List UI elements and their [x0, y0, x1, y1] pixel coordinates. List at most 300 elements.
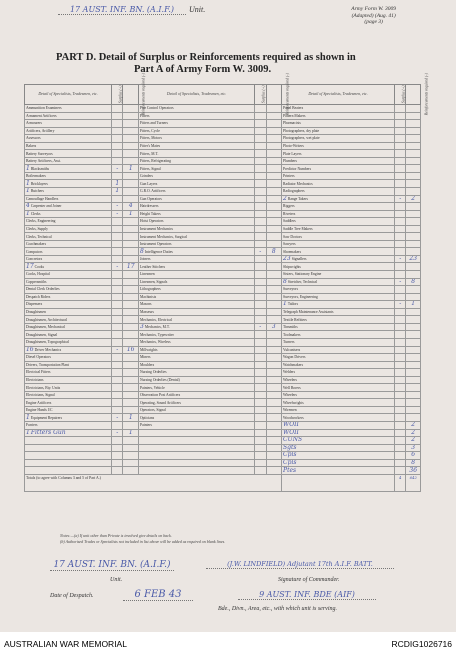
form-title-line2: Part A of Army Form W. 3009. — [134, 64, 272, 75]
specialist-label: Plate Layers — [283, 151, 302, 156]
specialist-label: WOII — [283, 421, 299, 429]
specialist-name — [139, 293, 255, 301]
table-row — [25, 384, 421, 392]
col-header-reinf: Reinforcements required (-) — [406, 85, 421, 105]
specialist-label: Riggers — [283, 204, 295, 209]
specialist-name — [282, 467, 395, 475]
specialist-name — [139, 255, 255, 263]
specialist-name — [282, 210, 395, 218]
reinforcement-cell — [123, 301, 139, 309]
specialist-label: Machinists — [140, 294, 157, 299]
surplus-cell — [112, 354, 123, 362]
col-header-surplus: Surplus (+) — [112, 85, 123, 105]
surplus-cell: - — [112, 263, 123, 271]
specialist-name — [25, 127, 112, 135]
reinforcement-cell — [406, 112, 421, 120]
surplus-cell — [255, 203, 266, 211]
table-row — [25, 308, 421, 316]
surplus-cell — [395, 384, 406, 392]
surplus-cell — [255, 218, 266, 226]
specialist-name — [139, 376, 255, 384]
specialist-name — [25, 301, 112, 309]
specialist-label: Instrument Mechanics — [140, 227, 173, 232]
table-row — [25, 323, 421, 331]
specialist-name — [25, 308, 112, 316]
signature-block — [206, 560, 394, 569]
specialist-name — [25, 142, 112, 150]
reinforcement-cell — [123, 323, 139, 331]
specialist-label: Fitters — [140, 113, 150, 118]
specialist-name — [282, 346, 395, 354]
specialist-name — [282, 331, 395, 339]
specialist-name — [25, 271, 112, 279]
specialist-name — [139, 399, 255, 407]
surplus-cell — [112, 399, 123, 407]
brigade-label: Bde., Divn., Area, etc., with which unit is serving. — [218, 606, 337, 612]
reinforcement-cell — [266, 180, 282, 188]
reinforcement-cell — [123, 271, 139, 279]
specialist-label: Mechanics, Electrical — [140, 317, 172, 322]
specialist-label: Coachmakers — [26, 242, 47, 247]
surplus-cell — [112, 437, 123, 445]
reinforcement-cell: 3 — [266, 323, 282, 331]
surplus-cell — [395, 346, 406, 354]
reinforcement-cell — [123, 384, 139, 392]
reinforcement-cell — [123, 248, 139, 256]
specialist-label: Armourers — [26, 121, 42, 126]
specialist-name — [139, 338, 255, 346]
specialist-label: Bakers — [26, 144, 37, 148]
specialist-name — [25, 391, 112, 399]
surplus-cell — [112, 369, 123, 377]
specialist-label: Artificers, Artillery — [26, 128, 55, 133]
specialist-name — [25, 354, 112, 362]
specialist-name — [282, 172, 395, 180]
surplus-cell — [112, 225, 123, 233]
specialist-name — [139, 384, 255, 392]
specialist-label: Radiographers — [283, 189, 305, 194]
reinforcement-cell: 16 — [123, 346, 139, 354]
surplus-cell — [255, 331, 266, 339]
specialist-label: Fitter's Mates — [140, 144, 161, 148]
reinforcement-cell — [123, 180, 139, 188]
surplus-cell — [255, 233, 266, 241]
specialist-name — [282, 218, 395, 226]
specialist-label: Pharmacists — [283, 121, 301, 126]
surplus-cell — [255, 225, 266, 233]
surplus-cell — [112, 323, 123, 331]
surplus-cell — [255, 271, 266, 279]
specialist-label: Electrical Fitters — [26, 370, 51, 375]
surplus-cell — [112, 255, 123, 263]
table-row — [25, 361, 421, 369]
specialist-name — [282, 414, 395, 422]
reinforcement-cell — [123, 150, 139, 158]
table-row — [25, 467, 421, 475]
specialist-label: Fitters, M.T. — [140, 151, 159, 156]
specialist-name — [25, 414, 112, 422]
specialist-name — [282, 135, 395, 143]
reinforcement-cell — [123, 406, 139, 414]
reinforcement-cell — [123, 172, 139, 180]
specialist-label: Drivers, Transportation Plant — [26, 362, 69, 367]
archive-id: RCDIG1026716 — [391, 639, 452, 649]
reinforcement-cell — [406, 165, 421, 173]
reinforcement-cell — [123, 444, 139, 452]
specialist-name — [282, 286, 395, 294]
reinforcement-cell: 2 — [406, 437, 421, 445]
surplus-cell: - — [112, 346, 123, 354]
surplus-cell — [395, 338, 406, 346]
specialist-label: Cooks, Hospital — [26, 272, 50, 277]
table-row — [25, 180, 421, 188]
specialist-label: Leather Stitchers — [140, 264, 166, 269]
col-header-surplus: Surplus (+) — [395, 85, 406, 105]
specialist-name — [139, 369, 255, 377]
specialist-label: Joiners — [140, 257, 151, 262]
specialist-name — [282, 338, 395, 346]
reinforcement-cell — [123, 369, 139, 377]
specialist-label: Ptes — [283, 466, 297, 474]
specialist-label: WOII — [283, 429, 299, 436]
surplus-cell — [395, 263, 406, 271]
reinforcement-cell: 2 — [406, 429, 421, 437]
reinforcement-cell — [266, 293, 282, 301]
table-row — [25, 444, 421, 452]
specialist-label: Surveyors — [283, 287, 299, 292]
specialist-label: Well Borers — [283, 385, 301, 390]
specialist-label: Nursing Orderlies — [140, 370, 167, 375]
surplus-cell: - — [112, 414, 123, 422]
specialist-name — [282, 271, 395, 279]
surplus-cell: - — [395, 195, 406, 203]
specialist-name — [25, 248, 112, 256]
reinforcement-cell — [266, 157, 282, 165]
reinforcement-cell — [406, 120, 421, 128]
surplus-cell — [395, 105, 406, 113]
specialist-name — [282, 165, 395, 173]
surplus-cell — [255, 172, 266, 180]
surplus-cell — [255, 105, 266, 113]
specialist-name — [139, 286, 255, 294]
specialist-name — [139, 112, 255, 120]
specialist-label: Mechanics, Typewriter — [140, 332, 174, 337]
specialist-name — [139, 271, 255, 279]
specialist-name — [139, 188, 255, 196]
specialist-label: Draughtsmen, Signal — [26, 332, 58, 337]
specialist-name — [25, 105, 112, 113]
specialist-label: Riveters — [283, 211, 296, 216]
table-row — [25, 452, 421, 460]
reinforcement-cell — [123, 233, 139, 241]
reinforcement-cell — [123, 195, 139, 203]
specialist-name — [139, 248, 255, 256]
specialist-name — [282, 301, 395, 309]
surplus-cell — [395, 271, 406, 279]
surplus-cell — [112, 157, 123, 165]
table-row — [25, 271, 421, 279]
reinforcement-cell — [266, 369, 282, 377]
specialist-name — [139, 308, 255, 316]
specialist-name — [139, 240, 255, 248]
surplus-cell — [395, 112, 406, 120]
specialist-name — [139, 437, 255, 445]
specialist-name — [139, 346, 255, 354]
specialist-label: Shipwrights — [283, 264, 301, 269]
surplus-cell — [112, 391, 123, 399]
specialist-label: Fitters, Cycle — [140, 128, 160, 133]
specialist-label: Wagon Drivers — [283, 355, 306, 360]
specialist-label: Surveyors, Engineering — [283, 294, 318, 299]
specialist-name — [25, 263, 112, 271]
reinforcement-cell — [406, 233, 421, 241]
specialist-label: Instrument Operators — [140, 242, 172, 247]
specialist-name — [25, 429, 112, 437]
surplus-cell — [395, 323, 406, 331]
totals-surplus: 4 — [395, 474, 406, 491]
specialist-name — [139, 263, 255, 271]
reinforcement-cell — [266, 195, 282, 203]
reinforcement-cell — [123, 421, 139, 429]
note-line-1: Notes:—(a) If unit other than Private is involved give details on back. — [60, 533, 172, 538]
specialist-label: Blacksmiths — [30, 166, 50, 171]
annotation-mark: 4 — [26, 202, 30, 210]
specialist-name — [25, 240, 112, 248]
specialist-name — [25, 157, 112, 165]
reinforcement-cell — [266, 240, 282, 248]
specialist-name — [25, 452, 112, 460]
specialist-label: Photo-Writers — [283, 144, 304, 148]
reinforcement-cell — [123, 376, 139, 384]
reinforcement-cell — [123, 467, 139, 475]
specialist-name — [139, 323, 255, 331]
reinforcement-cell — [266, 165, 282, 173]
reinforcement-cell — [123, 142, 139, 150]
specialist-label: Saw Doctors — [283, 234, 302, 239]
table-row — [25, 225, 421, 233]
specialist-label: Cpls — [283, 451, 297, 459]
specialist-label: Draughtsmen, Mechanical — [26, 325, 65, 330]
col-header-specialist: Detail of Specialists, Tradesmen, etc. — [282, 85, 395, 105]
specialist-name — [282, 444, 395, 452]
surplus-cell — [395, 203, 406, 211]
specialist-label: Wiremen — [283, 408, 297, 413]
table-row — [25, 406, 421, 414]
specialist-name — [25, 218, 112, 226]
reinforcement-cell: 1 — [406, 301, 421, 309]
table-row — [25, 172, 421, 180]
surplus-cell — [255, 452, 266, 460]
reinforcement-cell: 1 — [123, 165, 139, 173]
table-row — [25, 399, 421, 407]
reinforcement-cell — [406, 376, 421, 384]
reinforcement-cell — [266, 255, 282, 263]
reinforcement-cell: 8 — [406, 278, 421, 286]
surplus-cell: - — [395, 301, 406, 309]
surplus-cell — [395, 421, 406, 429]
table-row — [25, 278, 421, 286]
specialist-name — [25, 316, 112, 324]
specialist-label: Mechanics, Wireless — [140, 340, 171, 345]
table-row — [25, 437, 421, 445]
specialist-name — [282, 452, 395, 460]
specialist-label: Bricklayers — [30, 181, 48, 186]
specialist-name — [139, 452, 255, 460]
surplus-cell — [395, 406, 406, 414]
surplus-cell — [255, 414, 266, 422]
specialist-label: Millwrights — [140, 347, 158, 352]
specialist-label: Clerks — [30, 211, 41, 216]
surplus-cell — [255, 338, 266, 346]
reinforcement-cell — [406, 369, 421, 377]
specialist-name — [282, 308, 395, 316]
specialist-label: Draughtsmen, Topographical — [26, 340, 69, 345]
specialist-name — [282, 225, 395, 233]
reinforcement-cell — [406, 203, 421, 211]
specialist-label: Boilermakers — [26, 174, 46, 179]
surplus-cell: - — [395, 255, 406, 263]
specialist-name — [139, 225, 255, 233]
reinforcement-cell — [406, 142, 421, 150]
reinforcement-cell — [266, 127, 282, 135]
specialist-name — [139, 218, 255, 226]
specialist-label: Electricians, Bty. Units — [26, 385, 61, 390]
table-row — [25, 105, 421, 113]
reinforcement-cell — [406, 414, 421, 422]
surplus-cell — [255, 369, 266, 377]
table-row — [25, 293, 421, 301]
table-row — [25, 338, 421, 346]
reinforcement-cell — [266, 210, 282, 218]
surplus-cell — [112, 308, 123, 316]
reinforcement-cell — [266, 421, 282, 429]
specialist-label: Equipment Repairers — [30, 415, 63, 420]
table-row — [25, 286, 421, 294]
reinforcement-cell — [123, 218, 139, 226]
surplus-cell — [112, 120, 123, 128]
specialist-label: Cpls — [283, 459, 297, 466]
reinforcement-cell — [123, 338, 139, 346]
table-row — [25, 316, 421, 324]
reinforcement-cell — [266, 105, 282, 113]
table-row — [25, 459, 421, 467]
specialist-name — [139, 467, 255, 475]
reinforcement-cell — [123, 188, 139, 196]
surplus-cell — [255, 444, 266, 452]
reinforcement-cell — [406, 316, 421, 324]
specialist-label: Clerks, Engineering — [26, 219, 56, 224]
specialist-name — [139, 210, 255, 218]
specialist-name — [25, 165, 112, 173]
surplus-cell — [112, 452, 123, 460]
surplus-cell: - — [112, 210, 123, 218]
specialist-name — [139, 120, 255, 128]
reinforcement-cell: 1 — [123, 210, 139, 218]
reinforcement-cell: 17 — [123, 263, 139, 271]
reinforcement-cell — [266, 331, 282, 339]
reinforcement-cell — [406, 361, 421, 369]
specialist-label: Watchmakers — [283, 362, 304, 367]
specialist-name — [25, 225, 112, 233]
reinforcement-cell — [266, 444, 282, 452]
specialist-label: Diesel Operators — [26, 355, 51, 360]
surplus-cell — [112, 278, 123, 286]
surplus-cell — [112, 331, 123, 339]
table-row — [25, 376, 421, 384]
surplus-cell — [255, 384, 266, 392]
surplus-cell — [112, 444, 123, 452]
surplus-cell — [395, 369, 406, 377]
surplus-cell — [255, 195, 266, 203]
specialist-label: Painters — [140, 423, 152, 428]
reinforcement-cell — [266, 278, 282, 286]
form-reference — [351, 6, 396, 26]
specialist-name — [25, 286, 112, 294]
reinforcement-cell — [406, 210, 421, 218]
surplus-cell — [255, 165, 266, 173]
surplus-cell — [112, 361, 123, 369]
specialist-label: Armament Artificers — [26, 113, 57, 118]
surplus-cell — [395, 150, 406, 158]
specialist-label: Turners — [283, 340, 295, 345]
specialist-name — [25, 172, 112, 180]
reinforcement-cell: 1 — [123, 429, 139, 437]
reinforcement-cell — [406, 384, 421, 392]
specialist-label: Grinders — [140, 174, 153, 179]
note-line-2: (b) Authorised Trades or Specialists not included in list above will be added as required on blank lines. — [60, 538, 226, 544]
surplus-cell — [255, 459, 266, 467]
specialist-name — [282, 293, 395, 301]
signature-value: (J.W. LINDFIELD) Adjutant 17th A.I.F. BATT. — [206, 560, 394, 569]
reinforcement-cell: 2 — [406, 195, 421, 203]
table-row — [25, 218, 421, 226]
reinforcement-cell — [123, 437, 139, 445]
specialist-name — [139, 421, 255, 429]
specialist-label: Panel Beaters — [283, 106, 304, 111]
specialist-name — [25, 399, 112, 407]
reinforcement-cell — [123, 135, 139, 143]
surplus-cell — [255, 346, 266, 354]
surplus-cell: - — [255, 323, 266, 331]
surplus-cell: - — [395, 278, 406, 286]
surplus-cell — [395, 354, 406, 362]
table-row — [25, 127, 421, 135]
specialist-label: Electricians, Signal — [26, 393, 55, 398]
despatch-date — [50, 589, 193, 601]
specialist-name — [25, 384, 112, 392]
reinforcement-cell — [266, 467, 282, 475]
reinforcement-cell — [406, 248, 421, 256]
table-row — [25, 233, 421, 241]
surplus-cell — [255, 135, 266, 143]
specialist-name — [282, 316, 395, 324]
reinforcement-cell — [123, 112, 139, 120]
surplus-cell — [255, 429, 266, 437]
surplus-cell — [112, 376, 123, 384]
surplus-cell — [395, 210, 406, 218]
reinforcement-cell — [266, 218, 282, 226]
specialist-label: Shoemakers — [283, 249, 302, 254]
reinforcement-cell — [266, 263, 282, 271]
specialist-name — [25, 135, 112, 143]
table-row — [25, 369, 421, 377]
surplus-cell — [255, 361, 266, 369]
reinforcement-cell: 36 — [406, 467, 421, 475]
annotation-mark: 1 — [26, 164, 30, 172]
surplus-cell — [112, 293, 123, 301]
annotation-mark: 1 — [26, 413, 30, 421]
specialist-name — [25, 210, 112, 218]
